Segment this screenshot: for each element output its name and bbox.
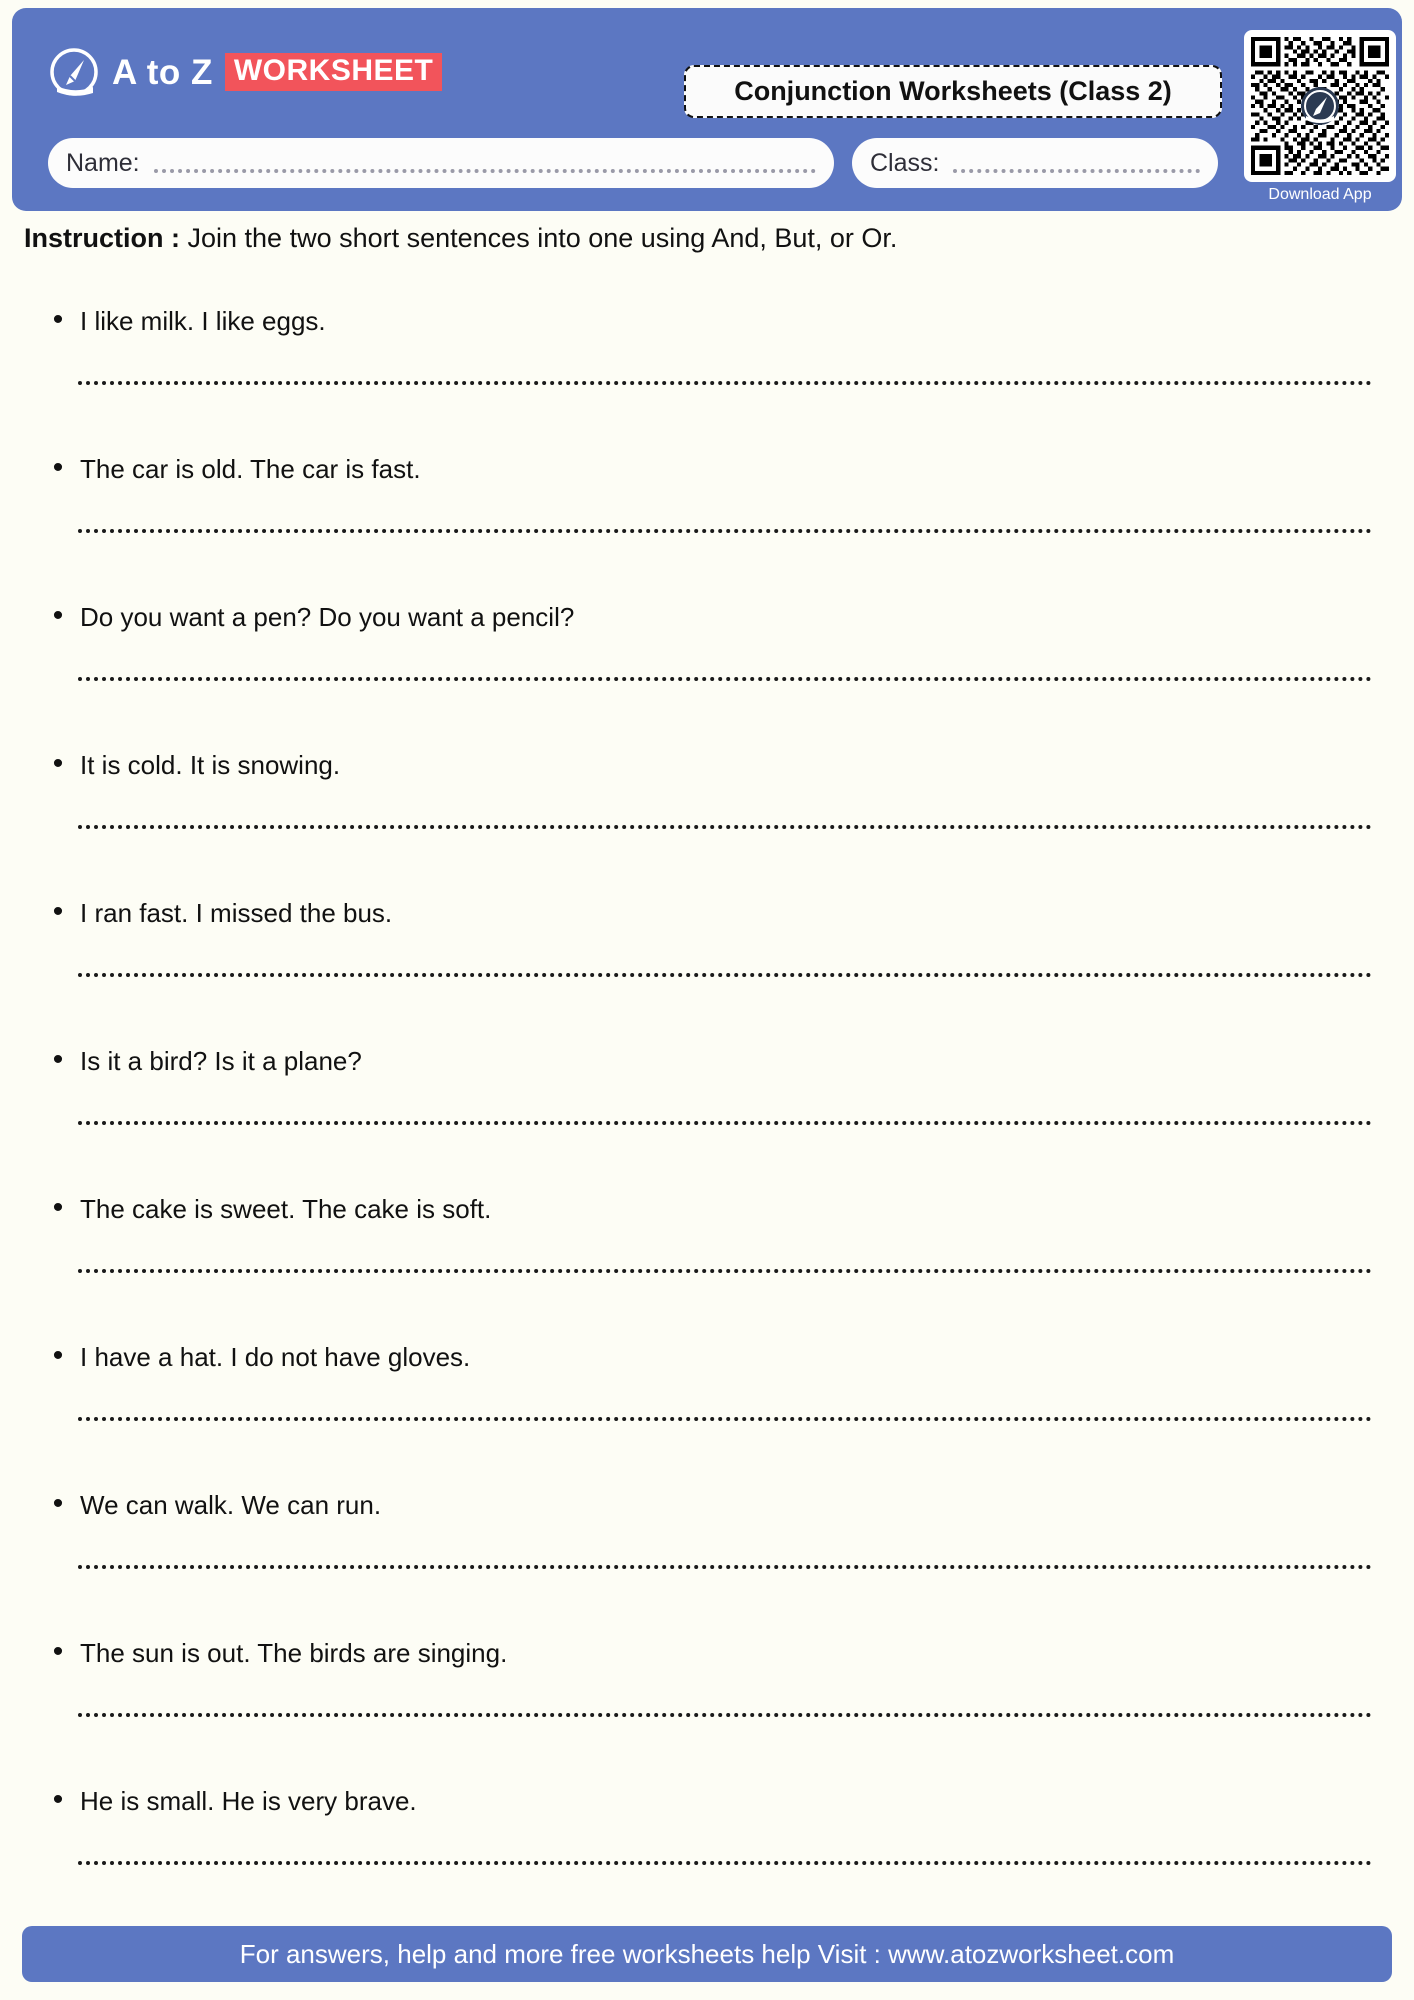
bullet-icon: •	[52, 303, 64, 336]
bullet-icon: •	[52, 451, 64, 484]
qr-code[interactable]	[1244, 30, 1396, 182]
page-title: Conjunction Worksheets (Class 2)	[734, 76, 1172, 106]
answer-line[interactable]	[78, 677, 1372, 681]
question-text: Is it a bird? Is it a plane?	[80, 1046, 362, 1076]
answer-line[interactable]	[78, 529, 1372, 533]
brand-logo	[48, 46, 442, 98]
name-field-label: Name:	[66, 148, 140, 177]
bullet-icon: •	[52, 1339, 64, 1372]
answer-line[interactable]	[78, 1269, 1372, 1273]
answer-line[interactable]	[78, 1861, 1372, 1865]
question-text: He is small. He is very brave.	[80, 1786, 417, 1816]
bullet-icon: •	[52, 1191, 64, 1224]
pen-circle-logo-icon	[48, 46, 100, 98]
question-item	[0, 601, 1414, 749]
worksheet-header	[12, 8, 1402, 211]
answer-line[interactable]	[78, 1565, 1372, 1569]
question-item	[0, 749, 1414, 897]
worksheet-title-box	[684, 65, 1222, 118]
brand-name-atoz: A to Z	[112, 52, 213, 92]
name-field[interactable]	[48, 138, 834, 188]
question-list	[0, 305, 1414, 1933]
bullet-icon: •	[52, 1487, 64, 1520]
question-item	[0, 305, 1414, 453]
class-field[interactable]	[852, 138, 1218, 188]
question-item	[0, 1341, 1414, 1489]
answer-line[interactable]	[78, 381, 1372, 385]
question-text: I have a hat. I do not have gloves.	[80, 1342, 471, 1372]
question-text: I ran fast. I missed the bus.	[80, 898, 393, 928]
question-item	[0, 1637, 1414, 1785]
class-field-writeline[interactable]	[953, 159, 1200, 173]
question-item	[0, 1489, 1414, 1637]
answer-line[interactable]	[78, 973, 1372, 977]
instruction-line	[24, 221, 1384, 256]
bullet-icon: •	[52, 1783, 64, 1816]
question-item	[0, 453, 1414, 601]
question-item	[0, 897, 1414, 1045]
download-app-block[interactable]	[1244, 30, 1396, 204]
bullet-icon: •	[52, 599, 64, 632]
worksheet-footer[interactable]	[22, 1926, 1392, 1982]
name-field-writeline[interactable]	[154, 159, 816, 173]
class-field-label: Class:	[870, 148, 940, 177]
bullet-icon: •	[52, 1043, 64, 1076]
answer-line[interactable]	[78, 1417, 1372, 1421]
instruction-text: Join the two short sentences into one using And, But, or Or.	[180, 223, 898, 253]
answer-line[interactable]	[78, 1121, 1372, 1125]
question-text: The sun is out. The birds are singing.	[80, 1638, 508, 1668]
bullet-icon: •	[52, 1635, 64, 1668]
question-text: The car is old. The car is fast.	[80, 454, 421, 484]
question-text: It is cold. It is snowing.	[80, 750, 341, 780]
qr-center-pen-logo-icon	[1300, 86, 1340, 126]
question-item	[0, 1193, 1414, 1341]
answer-line[interactable]	[78, 1713, 1372, 1717]
download-app-label: Download App	[1268, 186, 1372, 203]
brand-name-worksheet: WORKSHEET	[225, 53, 443, 91]
instruction-label: Instruction :	[24, 223, 180, 253]
question-text: We can walk. We can run.	[80, 1490, 382, 1520]
bullet-icon: •	[52, 895, 64, 928]
answer-line[interactable]	[78, 825, 1372, 829]
question-text: I like milk. I like eggs.	[80, 306, 326, 336]
question-item	[0, 1785, 1414, 1933]
footer-text: For answers, help and more free worksheets help Visit : www.atozworksheet.com	[239, 1938, 1175, 1969]
question-text: The cake is sweet. The cake is soft.	[80, 1194, 492, 1224]
question-item	[0, 1045, 1414, 1193]
question-text: Do you want a pen? Do you want a pencil?	[80, 602, 575, 632]
bullet-icon: •	[52, 747, 64, 780]
